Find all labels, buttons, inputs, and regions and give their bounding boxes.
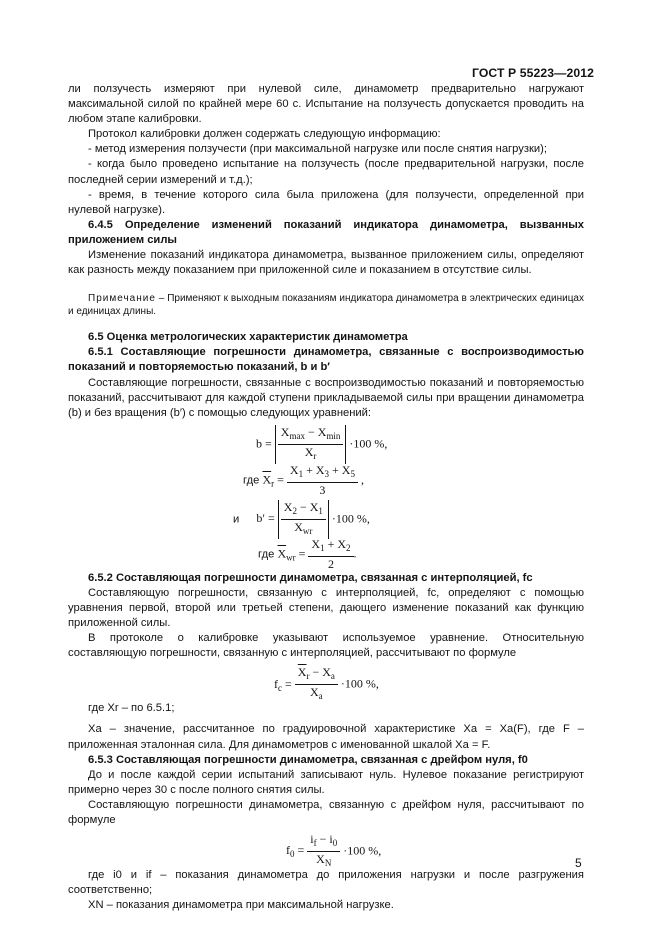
paragraph: Составляющую погрешности динамометра, связанную с дрейфом нуля, рассчитывают по формуле — [68, 798, 584, 826]
formula-xwr: где $\overline{X}_{wr}$ = $\frac{X_1 + X_2}{2}$ . — [258, 536, 357, 571]
standard-header: ГОСТ Р 55223—2012 — [472, 66, 594, 80]
paragraph: Составляющие погрешности, связанные с воспроизводимостью показаний и повторяемостью показаний, рассчитывают для каждой ступени прикладываемой силы при вращении динамометра (b) и без вращения (b′) с помощью следующих уравнений: — [68, 376, 584, 419]
paragraph: Протокол калибровки должен содержать следующую информацию: — [88, 128, 441, 141]
note-text: – Применяют к выходным показаниям индикатора динамометра в электрических единицах и единицах длины. — [68, 293, 584, 318]
paragraph: Xa – значение, рассчитанное по градуировочной характеристике Xa = Xa(F), где F – приложенная эталонная сила. Для динамометров с именованной шкалой Xa = F. — [68, 723, 584, 751]
formula-fc: $f_c$ = $\frac{\overline{X}_r - X_a}{X_a}$ ·100 %, — [274, 665, 379, 702]
paragraph: Составляющую погрешности, связанную с интерполяцией, fc, определяют с помощью уравнения первой, второй или третьей степени, дающего изменение показаний как функцию приложенной силы. — [68, 586, 584, 630]
formula-f0: $f_0$ = $\frac{i_f - i_0}{X_N}$ ·100 %, — [286, 832, 382, 869]
list-item: - время, в течение которого сила была приложена (для ползучести, определенной при нулевой нагрузке). — [68, 188, 584, 216]
formula-bprime: и b′ = $\frac{X_2 - X_1}{\overline{X}_{wr}}$ ·100 %, — [68, 497, 584, 535]
section-heading-6-5-3: 6.5.3 Составляющая погрешности динамометра, связанная с дрейфом нуля, f0 — [88, 753, 528, 766]
section-heading-6-5: 6.5 Оценка метрологических характеристик динамометра — [88, 331, 408, 344]
paragraph: Изменение показаний индикатора динамометра, вызванное приложением силы, определяют как разность между показанием при приложенной силе и показанием в отсутствие силы. — [68, 249, 584, 277]
list-item: - когда было проведено испытание на ползучесть (после предварительной нагрузки, после последней серии измерений и т.д.); — [68, 158, 584, 186]
paragraph: В протоколе о калибровке указывают используемое уравнение. Относительную составляющую погрешности, связанную с интерполяцией, рассчитывают по формуле — [68, 632, 584, 660]
paragraph: где Xr – по 6.5.1; — [88, 702, 175, 715]
paragraph: ли ползучесть измеряют при нулевой силе, динамометр предварительно нагружают максимальной силой по крайней мере 60 с. Испытание на ползучесть допускается проводить на любом этапе калибровки. — [68, 83, 584, 126]
note — [68, 292, 584, 318]
paragraph: До и после каждой серии испытаний записывают нуль. Нулевое показание регистрируют примерно через 30 с после полного снятия силы. — [68, 768, 584, 796]
section-heading-6-5-1: 6.5.1 Составляющие погрешности динамометра, связанные с воспроизводимостью показаний и повторяемостью показаний, b и b′ — [68, 346, 584, 374]
list-item: - метод измерения ползучести (при максимальной нагрузке или после снятия нагрузки); — [88, 143, 547, 156]
paragraph: XN – показания динамометра при максимальной нагрузке. — [88, 899, 394, 912]
section-heading-6-5-2: 6.5.2 Составляющая погрешности динамометра, связанная с интерполяцией, fc — [88, 571, 533, 584]
page-number: 5 — [575, 856, 582, 870]
paragraph: где i0 и if – показания динамометра до приложения нагрузки и после разгружения соответственно; — [68, 869, 584, 897]
formula-b: b = $\frac{X_{max} - X_{min}}{\overline{X}_r}$ ·100 %, — [68, 421, 584, 461]
note-label: Примечание — [88, 293, 156, 305]
section-heading-6-4-5: 6.4.5 Определение изменений показаний индикатора динамометра, вызванных приложением силы — [68, 218, 584, 246]
page-body — [68, 82, 584, 913]
formula-xr: где $\overline{X}_r$ = $\frac{X_1 + X_3 + X_5}{3}$ , — [243, 462, 364, 497]
